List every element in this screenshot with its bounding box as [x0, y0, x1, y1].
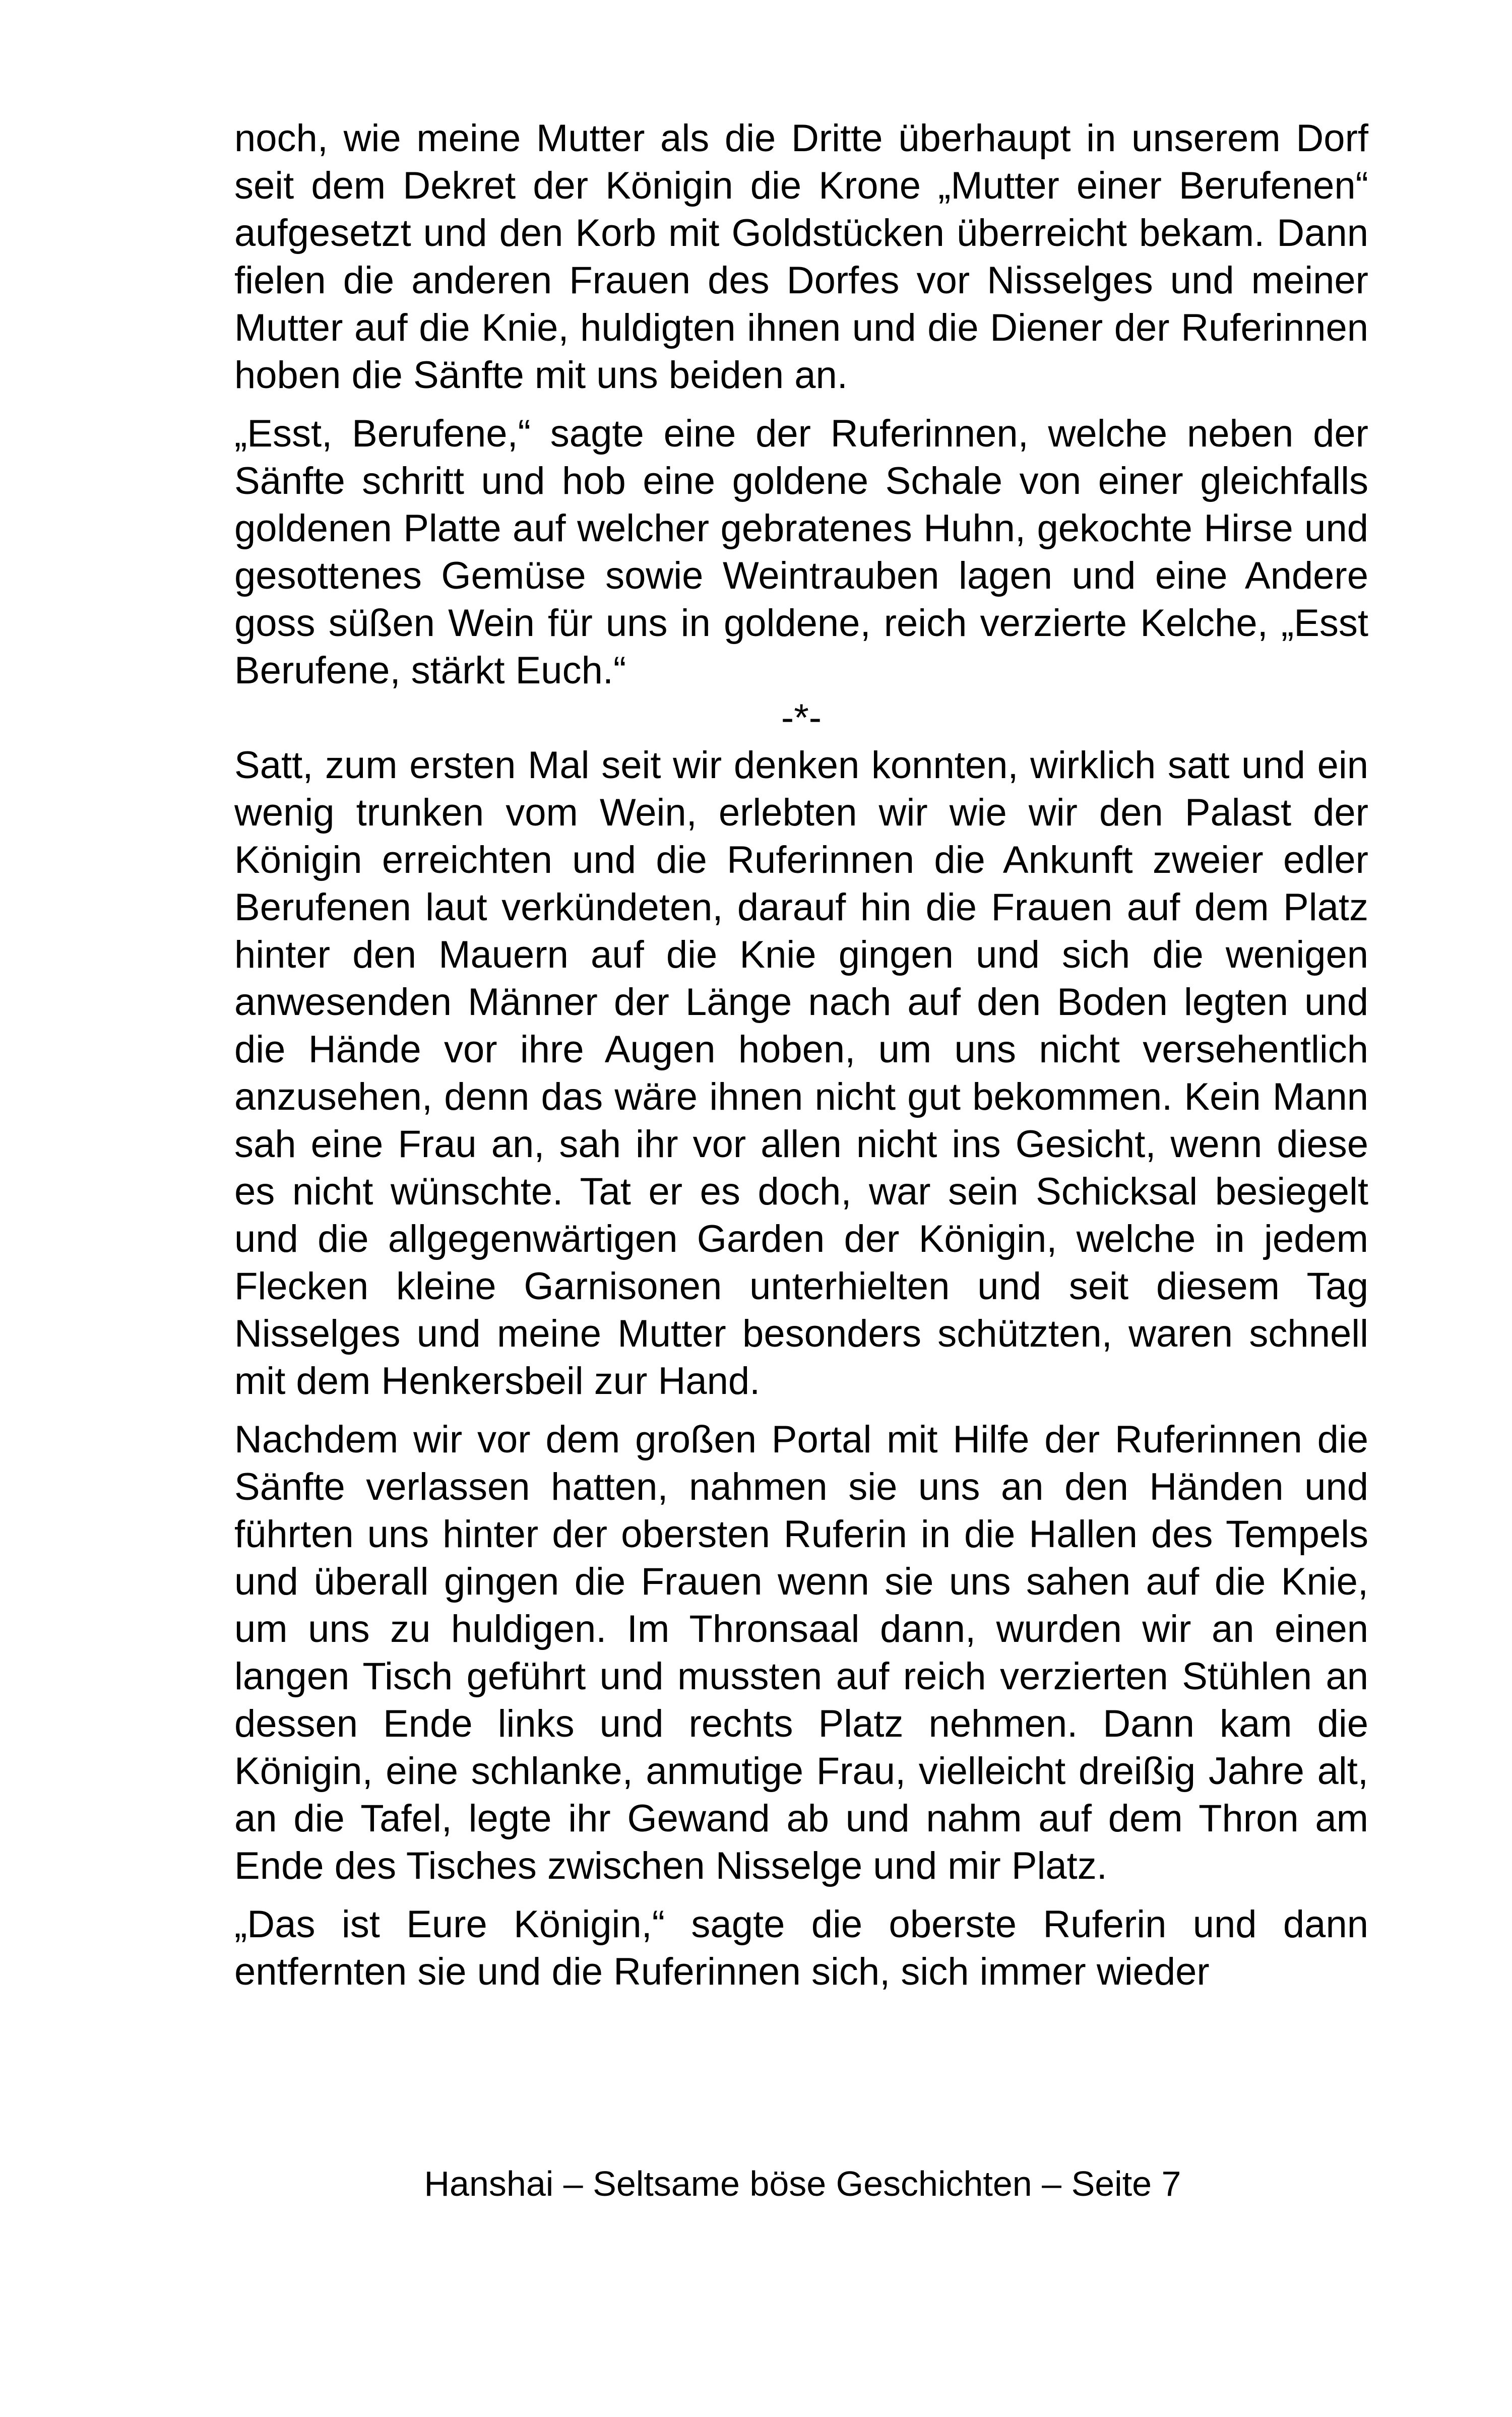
section-separator: -*- [781, 696, 822, 739]
paragraph: „Esst, Berufene,“ sagte eine der Ruferinnen, welche neben der Sänfte schritt und hob eine goldene Schale von einer gleichfalls goldenen Platte auf welcher gebratenes Huhn, gekochte Hirse und gesottenes Gemüse sowie Weintrauben lagen und eine Andere goss süßen Wein für uns in goldene, reich verzierte Kelche, „Esst Berufene, stärkt Euch.“ [234, 412, 1368, 692]
page-footer: Hanshai – Seltsame böse Geschichten – Seite 7 [424, 2164, 1181, 2203]
paragraph: noch, wie meine Mutter als die Dritte überhaupt in unserem Dorf seit dem Dekret der Königin die Krone „Mutter einer Berufenen“ aufgesetzt und den Korb mit Goldstücken überreicht bekam. Dann fielen die anderen Frauen des Dorfes vor Nisselges und meiner Mutter auf die Knie, huldigten ihnen und die Diener der Ruferinnen hoben die Sänfte mit uns beiden an. [234, 117, 1368, 397]
body-text [234, 115, 1368, 2007]
paragraph: Nachdem wir vor dem großen Portal mit Hilfe der Ruferinnen die Sänfte verlassen hatten, nahmen sie uns an den Händen und führten uns hinter der obersten Ruferin in die Hallen des Tempels und überall gingen die Frauen wenn sie uns sahen auf die Knie, um uns zu huldigen. Im Thronsaal dann, wurden wir an einen langen Tisch geführt und mussten auf reich verzierten Stühlen an dessen Ende links und rechts Platz nehmen. Dann kam die Königin, eine schlanke, anmutige Frau, vielleicht dreißig Jahre alt, an die Tafel, legte ihr Gewand ab und nahm auf dem Thron am Ende des Tisches zwischen Nisselge und mir Platz. [234, 1418, 1368, 1887]
paragraph: Satt, zum ersten Mal seit wir denken konnten, wirklich satt und ein wenig trunken vom Wein, erlebten wir wie wir den Palast der Königin erreichten und die Ruferinnen die Ankunft zweier edler Berufenen laut verkündeten, darauf hin die Frauen auf dem Platz hinter den Mauern auf die Knie gingen und sich die wenigen anwesenden Männer der Länge nach auf den Boden legten und die Hände vor ihre Augen hoben, um uns nicht versehentlich anzusehen, denn das wäre ihnen nicht gut bekommen. Kein Mann sah eine Frau an, sah ihr vor allen nicht ins Gesicht, wenn diese es nicht wünschte. Tat er es doch, war sein Schicksal besiegelt und die allgegenwärtigen Garden der Königin, welche in jedem Flecken kleine Garnisonen unterhielten und seit diesem Tag Nisselges und meine Mutter besonders schützten, waren schnell mit dem Henkersbeil zur Hand. [234, 744, 1368, 1403]
paragraph: „Das ist Eure Königin,“ sagte die oberste Ruferin und dann entfernten sie und die Ruferinnen sich, sich immer wieder [234, 1903, 1368, 1993]
